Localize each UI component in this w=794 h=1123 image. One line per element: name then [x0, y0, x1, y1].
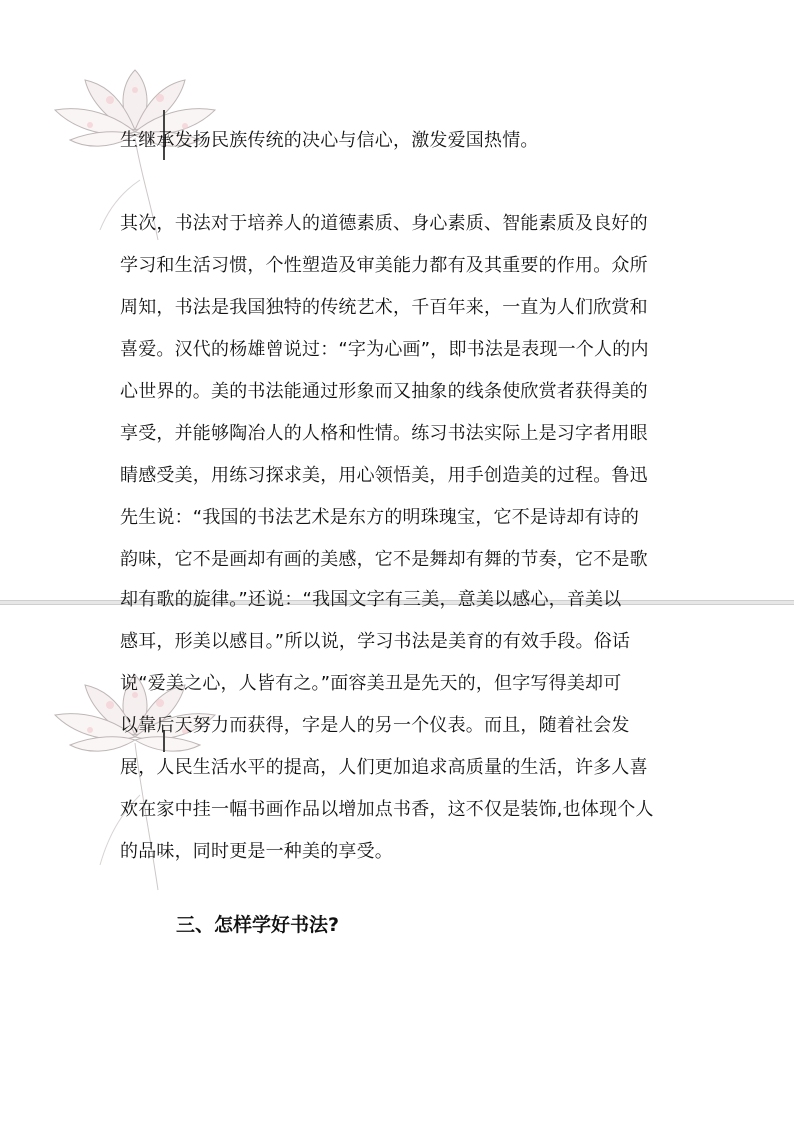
paragraph-line: 喜爱。汉代的杨雄曾说过：“字为心画”，即书法是表现一个人的内 — [120, 339, 649, 360]
paragraph-line: 其次，书法对于培养人的道德素质、身心素质、智能素质及良好的 — [120, 213, 648, 234]
paragraph-line: 生继承发扬民族传统的决心与信心，激发爱国热情。 — [120, 130, 539, 151]
paragraph-line: 先生说：“我国的书法艺术是东方的明珠瑰宝，它不是诗却有诗的 — [120, 507, 640, 528]
paragraph-line: 却有歌的旋律。”还说：“我国文字有三美，意美以感心，音美以 — [120, 589, 622, 610]
paragraph-line: 欢在家中挂一幅书画作品以增加点书香，这不仅是装饰,也体现个人 — [120, 799, 654, 820]
paragraph-line: 说“爱美之心，人皆有之。”面容美丑是先天的，但字写得美却可 — [120, 673, 622, 694]
paragraph-line: 学习和生活习惯，个性塑造及审美能力都有及其重要的作用。众所 — [120, 255, 648, 276]
section-heading: 三、怎样学好书法? — [176, 914, 340, 936]
paragraph-line: 心世界的。美的书法能通过形象而又抽象的线条使欣赏者获得美的 — [120, 381, 648, 402]
paragraph-line: 的品味，同时更是一种美的享受。 — [120, 841, 393, 862]
paragraph-line: 展，人民生活水平的提高，人们更加追求高质量的生活，许多人喜 — [120, 757, 648, 778]
paragraph-line: 韵味，它不是画却有画的美感，它不是舞却有舞的节奏，它不是歌 — [120, 549, 648, 570]
paragraph-line: 以靠后天努力而获得，字是人的另一个仪表。而且，随着社会发 — [120, 715, 630, 736]
paragraph-line: 享受，并能够陶冶人的人格和性情。练习书法实际上是习字者用眼 — [120, 423, 648, 444]
paragraph-line: 睛感受美，用练习探求美，用心领悟美，用手创造美的过程。鲁迅 — [120, 465, 648, 486]
paragraph-line: 周知，书法是我国独特的传统艺术，千百年来，一直为人们欣赏和 — [120, 297, 648, 318]
paragraph-line: 感耳，形美以感目。”所以说，学习书法是美育的有效手段。俗话 — [120, 631, 631, 652]
